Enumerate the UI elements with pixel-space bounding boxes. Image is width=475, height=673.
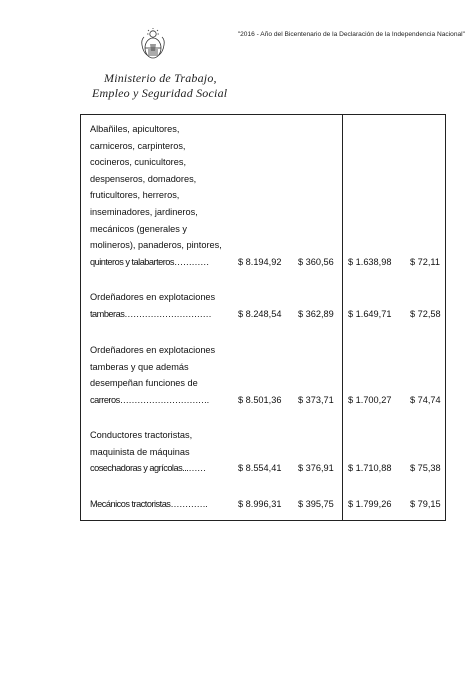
category-line: molineros), panaderos, pintores, [90,240,222,251]
column-divider [342,115,343,520]
monthly-wage-1: $ 8.501,36 [238,394,282,405]
category-line: quinteros y talabarteros………… [90,256,209,267]
category-description [90,427,240,477]
wage-table [80,114,446,521]
category-line: desempeñan funciones de [90,378,198,389]
header-motto: "2016 - Año del Bicentenario de la Declaración de la Independencia Nacional" [237,31,465,38]
monthly-wage-1: $ 8.248,54 [238,308,282,319]
category-description [90,342,240,408]
coat-of-arms-icon [138,28,168,64]
category-description [90,496,240,513]
category-line: maquinista de máquinas [90,446,190,457]
daily-wage-1: $ 360,56 [298,256,334,267]
daily-wage-2: $ 74,74 [410,394,441,405]
category-line: Albañiles, apicultores, [90,124,180,134]
monthly-wage-1: $ 8.996,31 [238,499,282,509]
category-line: cocineros, cunicultores, [90,157,187,168]
category-line: mecánicos (generales y [90,223,188,234]
daily-wage-1: $ 362,89 [298,308,334,319]
daily-wage-2: $ 75,38 [410,463,441,474]
monthly-wage-2: $ 1.700,27 [348,394,392,405]
category-line: carniceros, carpinteros, [90,140,186,151]
monthly-wage-2: $ 1.710,88 [348,463,392,474]
category-description [90,289,240,322]
daily-wage-1: $ 373,71 [298,394,334,405]
daily-wage-1: $ 376,91 [298,463,334,474]
monthly-wage-2: $ 1.649,71 [348,308,392,319]
category-line: Ordeñadores en explotaciones [90,292,216,302]
ministry-name [92,71,232,101]
ministry-line-1: Ministerio de Trabajo, [104,71,217,85]
daily-wage-2: $ 72,58 [410,308,441,319]
category-line: fruticultores, herreros, [90,190,180,201]
category-line: Conductores tractoristas, [90,430,193,440]
category-line: carreros…………………………. [90,394,209,405]
monthly-wage-2: $ 1.799,26 [348,499,392,509]
category-description [90,121,240,270]
ministry-line-2: Empleo y Seguridad Social [92,86,228,100]
category-line: inseminadores, jardineros, [90,206,198,217]
daily-wage-2: $ 79,15 [410,499,441,509]
monthly-wage-2: $ 1.638,98 [348,256,392,267]
category-line: cosechadoras y agrícolas...…… [90,463,206,474]
category-line: tamberas………………………… [90,308,212,319]
category-line: despenseros, domadores, [90,173,197,184]
monthly-wage-1: $ 8.194,92 [238,256,282,267]
category-line: Ordeñadores en explotaciones [90,345,216,355]
daily-wage-1: $ 395,75 [298,499,334,509]
category-line: Mecánicos tractoristas…………. [90,499,208,509]
monthly-wage-1: $ 8.554,41 [238,463,282,474]
category-line: tamberas y que además [90,361,189,372]
daily-wage-2: $ 72,11 [410,256,440,267]
